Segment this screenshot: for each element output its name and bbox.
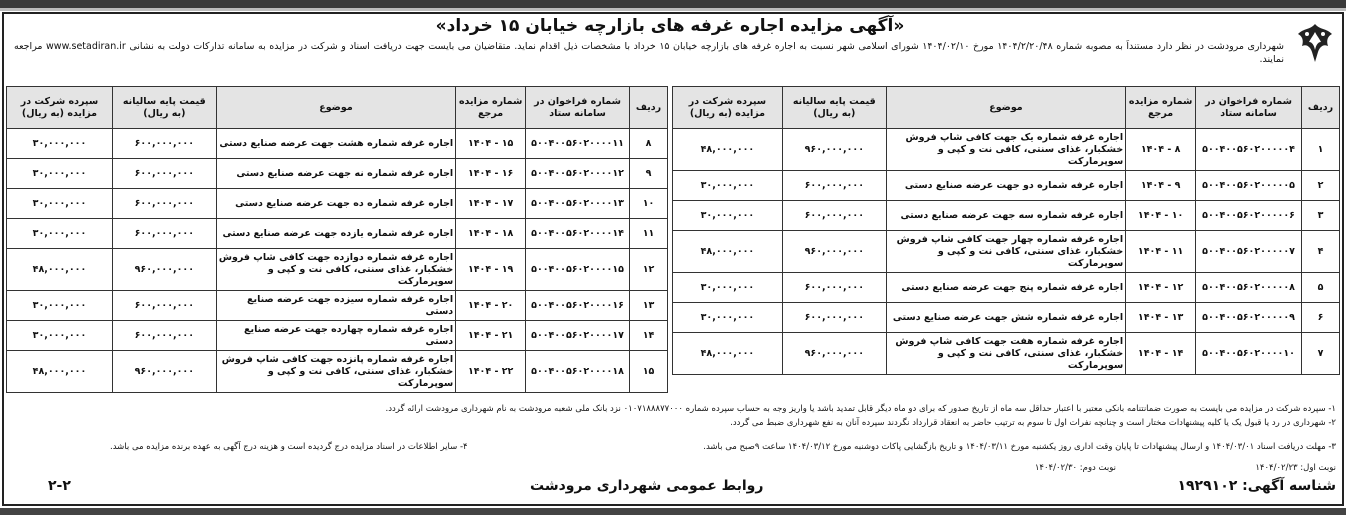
cell-farakhan: ۵۰۰۴۰۰۵۶۰۲۰۰۰۰۱۷ — [526, 321, 630, 351]
cell-price: ۹۶۰,۰۰۰,۰۰۰ — [782, 333, 886, 375]
cell-deposit: ۳۰,۰۰۰,۰۰۰ — [7, 159, 113, 189]
header-deposit: سپرده شرکت در مزایده (به ریال) — [7, 87, 113, 129]
table-row — [7, 129, 668, 159]
auction-table-right — [672, 86, 1340, 375]
note-4: ۴- سایر اطلاعات در اسناد مزایده درج گردیده است و هزینه درج آگهی به عهده برنده مزایده می باشد. — [110, 442, 468, 452]
header-topic: موضوع — [216, 87, 455, 129]
cell-mozayede: ۱۰ - ۱۴۰۴ — [1126, 201, 1196, 231]
cell-deposit: ۳۰,۰۰۰,۰۰۰ — [7, 321, 113, 351]
cell-topic: اجاره غرفه شماره سه جهت عرضه صنایع دستی — [886, 201, 1125, 231]
header-row: ردیف — [630, 87, 668, 129]
cell-mozayede: ۲۲ - ۱۴۰۴ — [456, 351, 526, 393]
cell-topic: اجاره غرفه شماره هشت جهت عرضه صنایع دستی — [216, 129, 455, 159]
cell-farakhan: ۵۰۰۴۰۰۵۶۰۲۰۰۰۰۱۶ — [526, 291, 630, 321]
cell-mozayede: ۱۸ - ۱۴۰۴ — [456, 219, 526, 249]
cell-deposit: ۴۸,۰۰۰,۰۰۰ — [673, 333, 783, 375]
cell-row: ۸ — [630, 129, 668, 159]
cell-row: ۲ — [1302, 171, 1340, 201]
cell-row: ۵ — [1302, 273, 1340, 303]
table-row — [673, 129, 1340, 171]
cell-deposit: ۴۸,۰۰۰,۰۰۰ — [673, 231, 783, 273]
cell-price: ۶۰۰,۰۰۰,۰۰۰ — [112, 321, 216, 351]
footer-publisher: روابط عمومی شهرداری مرودشت — [530, 478, 764, 494]
table-row — [673, 303, 1340, 333]
cell-mozayede: ۱۶ - ۱۴۰۴ — [456, 159, 526, 189]
bottom-strip — [0, 508, 1346, 515]
cell-topic: اجاره غرفه شماره پنج جهت عرضه صنایع دستی — [886, 273, 1125, 303]
cell-price: ۶۰۰,۰۰۰,۰۰۰ — [782, 201, 886, 231]
cell-farakhan: ۵۰۰۴۰۰۵۶۰۲۰۰۰۰۱۳ — [526, 189, 630, 219]
page-number: ۲-۲ — [48, 478, 71, 494]
note-1: ۱- سپرده شرکت در مزایده می بایست به صورت ضمانتنامه بانکی معتبر با اعتبار حداقل سه ماه از تاریخ صدور که برای دو ماه دیگر قابل تمدید باشد یا واریز وجه به حساب سپرده شماره ۰۱۰۷۱۸۸۸۷۷۰۰۰ نزد بانک ملی شعبه مرودشت به نام شهرداری مرودشت ارائه گردد. — [385, 404, 1336, 414]
cell-price: ۶۰۰,۰۰۰,۰۰۰ — [112, 189, 216, 219]
top-strip — [0, 0, 1346, 8]
cell-row: ۷ — [1302, 333, 1340, 375]
cell-deposit: ۳۰,۰۰۰,۰۰۰ — [673, 273, 783, 303]
cell-farakhan: ۵۰۰۴۰۰۵۶۰۲۰۰۰۰۰۹ — [1196, 303, 1302, 333]
cell-topic: اجاره غرفه شماره دوازده جهت کافی شاپ فروش خشکبار، غذای سنتی، کافی نت و کپی و سوپرمارکت — [216, 249, 455, 291]
cell-deposit: ۴۸,۰۰۰,۰۰۰ — [673, 129, 783, 171]
header-deposit: سپرده شرکت در مزایده (به ریال) — [673, 87, 783, 129]
cell-mozayede: ۸ - ۱۴۰۴ — [1126, 129, 1196, 171]
cell-price: ۹۶۰,۰۰۰,۰۰۰ — [782, 231, 886, 273]
ad-id: شناسه آگهی: ۱۹۲۹۱۰۲ — [1177, 478, 1336, 494]
cell-price: ۹۶۰,۰۰۰,۰۰۰ — [112, 351, 216, 393]
cell-farakhan: ۵۰۰۴۰۰۵۶۰۲۰۰۰۰۱۱ — [526, 129, 630, 159]
header-price: قیمت پایه سالیانه (به ریال) — [112, 87, 216, 129]
header-farakhan: شماره فراخوان در سامانه ستاد — [1196, 87, 1302, 129]
cell-topic: اجاره غرفه شماره پانزده جهت کافی شاپ فروش خشکبار، غذای سنتی، کافی نت و کپی و سوپرمارکت — [216, 351, 455, 393]
auction-table-left — [6, 86, 668, 393]
cell-price: ۶۰۰,۰۰۰,۰۰۰ — [782, 171, 886, 201]
header-topic: موضوع — [886, 87, 1125, 129]
cell-farakhan: ۵۰۰۴۰۰۵۶۰۲۰۰۰۰۱۵ — [526, 249, 630, 291]
cell-topic: اجاره غرفه شماره هفت جهت کافی شاپ فروش خشکبار، غذای سنتی، کافی نت و کپی و سوپرمارکت — [886, 333, 1125, 375]
header-row: ردیف — [1302, 87, 1340, 129]
cell-price: ۶۰۰,۰۰۰,۰۰۰ — [782, 303, 886, 333]
second-publication-date: نوبت دوم: ۱۴۰۴/۰۲/۳۰ — [1034, 463, 1116, 473]
cell-deposit: ۳۰,۰۰۰,۰۰۰ — [7, 219, 113, 249]
cell-row: ۱ — [1302, 129, 1340, 171]
first-publication-date: نوبت اول: ۱۴۰۴/۰۲/۲۳ — [1255, 463, 1336, 473]
cell-price: ۶۰۰,۰۰۰,۰۰۰ — [112, 159, 216, 189]
cell-price: ۶۰۰,۰۰۰,۰۰۰ — [782, 273, 886, 303]
cell-deposit: ۳۰,۰۰۰,۰۰۰ — [7, 129, 113, 159]
table-row — [7, 219, 668, 249]
cell-mozayede: ۱۳ - ۱۴۰۴ — [1126, 303, 1196, 333]
cell-farakhan: ۵۰۰۴۰۰۵۶۰۲۰۰۰۰۱۴ — [526, 219, 630, 249]
table-row — [7, 159, 668, 189]
cell-mozayede: ۹ - ۱۴۰۴ — [1126, 171, 1196, 201]
cell-farakhan: ۵۰۰۴۰۰۵۶۰۲۰۰۰۰۰۶ — [1196, 201, 1302, 231]
cell-topic: اجاره غرفه شماره شش جهت عرضه صنایع دستی — [886, 303, 1125, 333]
cell-mozayede: ۱۵ - ۱۴۰۴ — [456, 129, 526, 159]
cell-row: ۱۲ — [630, 249, 668, 291]
table-row — [7, 249, 668, 291]
cell-deposit: ۳۰,۰۰۰,۰۰۰ — [673, 171, 783, 201]
notes — [10, 402, 1336, 430]
cell-farakhan: ۵۰۰۴۰۰۵۶۰۲۰۰۰۰۰۷ — [1196, 231, 1302, 273]
top-strip-accent — [0, 8, 1346, 11]
cell-mozayede: ۲۱ - ۱۴۰۴ — [456, 321, 526, 351]
cell-topic: اجاره غرفه شماره یازده جهت عرضه صنایع دستی — [216, 219, 455, 249]
table-row — [673, 201, 1340, 231]
table-row — [673, 171, 1340, 201]
cell-deposit: ۳۰,۰۰۰,۰۰۰ — [7, 291, 113, 321]
header-mozayede: شماره مزایده مرجع — [1126, 87, 1196, 129]
cell-farakhan: ۵۰۰۴۰۰۵۶۰۲۰۰۰۰۰۸ — [1196, 273, 1302, 303]
cell-price: ۶۰۰,۰۰۰,۰۰۰ — [112, 129, 216, 159]
cell-farakhan: ۵۰۰۴۰۰۵۶۰۲۰۰۰۰۰۵ — [1196, 171, 1302, 201]
cell-farakhan: ۵۰۰۴۰۰۵۶۰۲۰۰۰۰۰۴ — [1196, 129, 1302, 171]
cell-topic: اجاره غرفه شماره نه جهت عرضه صنایع دستی — [216, 159, 455, 189]
cell-deposit: ۳۰,۰۰۰,۰۰۰ — [7, 189, 113, 219]
table-row — [673, 231, 1340, 273]
header-price: قیمت پایه سالیانه (به ریال) — [782, 87, 886, 129]
cell-price: ۶۰۰,۰۰۰,۰۰۰ — [112, 219, 216, 249]
cell-row: ۹ — [630, 159, 668, 189]
cell-price: ۹۶۰,۰۰۰,۰۰۰ — [782, 129, 886, 171]
table-row — [7, 189, 668, 219]
cell-row: ۱۰ — [630, 189, 668, 219]
cell-topic: اجاره غرفه شماره دو جهت عرضه صنایع دستی — [886, 171, 1125, 201]
cell-topic: اجاره غرفه شماره یک جهت کافی شاپ فروش خشکبار، غذای سنتی، کافی نت و کپی و سوپرمارکت — [886, 129, 1125, 171]
table-row — [7, 351, 668, 393]
header-farakhan: شماره فراخوان در سامانه ستاد — [526, 87, 630, 129]
cell-price: ۶۰۰,۰۰۰,۰۰۰ — [112, 291, 216, 321]
cell-mozayede: ۲۰ - ۱۴۰۴ — [456, 291, 526, 321]
cell-deposit: ۳۰,۰۰۰,۰۰۰ — [673, 201, 783, 231]
cell-price: ۹۶۰,۰۰۰,۰۰۰ — [112, 249, 216, 291]
cell-topic: اجاره غرفه شماره چهارده جهت عرضه صنایع دستی — [216, 321, 455, 351]
cell-mozayede: ۱۴ - ۱۴۰۴ — [1126, 333, 1196, 375]
cell-topic: اجاره غرفه شماره چهار جهت کافی شاپ فروش خشکبار، غذای سنتی، کافی نت و کپی و سوپرمارکت — [886, 231, 1125, 273]
cell-mozayede: ۱۷ - ۱۴۰۴ — [456, 189, 526, 219]
municipality-logo-icon — [1292, 20, 1338, 66]
cell-row: ۱۱ — [630, 219, 668, 249]
cell-row: ۱۳ — [630, 291, 668, 321]
table-row — [673, 273, 1340, 303]
ad-title: «آگهی مزایده اجاره غرفه های بازارچه خیابان ۱۵ خرداد» — [435, 16, 905, 36]
cell-farakhan: ۵۰۰۴۰۰۵۶۰۲۰۰۰۰۱۸ — [526, 351, 630, 393]
note-3: ۳- مهلت دریافت اسناد ۱۴۰۴/۰۳/۰۱ و ارسال پیشنهادات تا پایان وقت اداری روز یکشنبه مورخ ۱۴۰۴/۰۳/۱۱ و تاریخ بازگشایی پاکات دوشنبه مورخ ۱۴۰۴/۰۳/۱۲ ساعت ۹صبح می باشد. — [703, 442, 1336, 452]
cell-farakhan: ۵۰۰۴۰۰۵۶۰۲۰۰۰۰۱۰ — [1196, 333, 1302, 375]
cell-mozayede: ۱۹ - ۱۴۰۴ — [456, 249, 526, 291]
table-row — [7, 321, 668, 351]
cell-deposit: ۴۸,۰۰۰,۰۰۰ — [7, 351, 113, 393]
cell-deposit: ۴۸,۰۰۰,۰۰۰ — [7, 249, 113, 291]
cell-row: ۳ — [1302, 201, 1340, 231]
table-row — [673, 333, 1340, 375]
cell-farakhan: ۵۰۰۴۰۰۵۶۰۲۰۰۰۰۱۲ — [526, 159, 630, 189]
cell-topic: اجاره غرفه شماره سیزده جهت عرضه صنایع دستی — [216, 291, 455, 321]
cell-row: ۱۴ — [630, 321, 668, 351]
cell-row: ۴ — [1302, 231, 1340, 273]
ad-intro: شهرداری مرودشت در نظر دارد مستنداً به مصوبه شماره ۱۴۰۴/۲/۲۰/۴۸ مورخ ۱۴۰۴/۰۲/۱۰ شورای اسلامی شهر نسبت به اجاره غرفه های بازارچه خیابان ۱۵ خرداد با مشخصات ذیل اقدام نماید. متقاضیان می بایست جهت دریافت اسناد و شرکت در مزایده به سامانه تدارکات دولت به نشانی www.setadiran.ir مراجعه نمایند. — [14, 41, 1284, 65]
header-mozayede: شماره مزایده مرجع — [456, 87, 526, 129]
cell-mozayede: ۱۱ - ۱۴۰۴ — [1126, 231, 1196, 273]
cell-topic: اجاره غرفه شماره ده جهت عرضه صنایع دستی — [216, 189, 455, 219]
table-row — [7, 291, 668, 321]
cell-row: ۶ — [1302, 303, 1340, 333]
note-2: ۲- شهرداری در رد یا قبول یک یا کلیه پیشنهادات مختار است و چنانچه نفرات اول تا سوم به ترتیب حاضر به انعقاد قرارداد نگردند سپرده آنان به نفع شهرداری ضبط می گردد. — [730, 418, 1336, 428]
cell-mozayede: ۱۲ - ۱۴۰۴ — [1126, 273, 1196, 303]
cell-row: ۱۵ — [630, 351, 668, 393]
cell-deposit: ۳۰,۰۰۰,۰۰۰ — [673, 303, 783, 333]
